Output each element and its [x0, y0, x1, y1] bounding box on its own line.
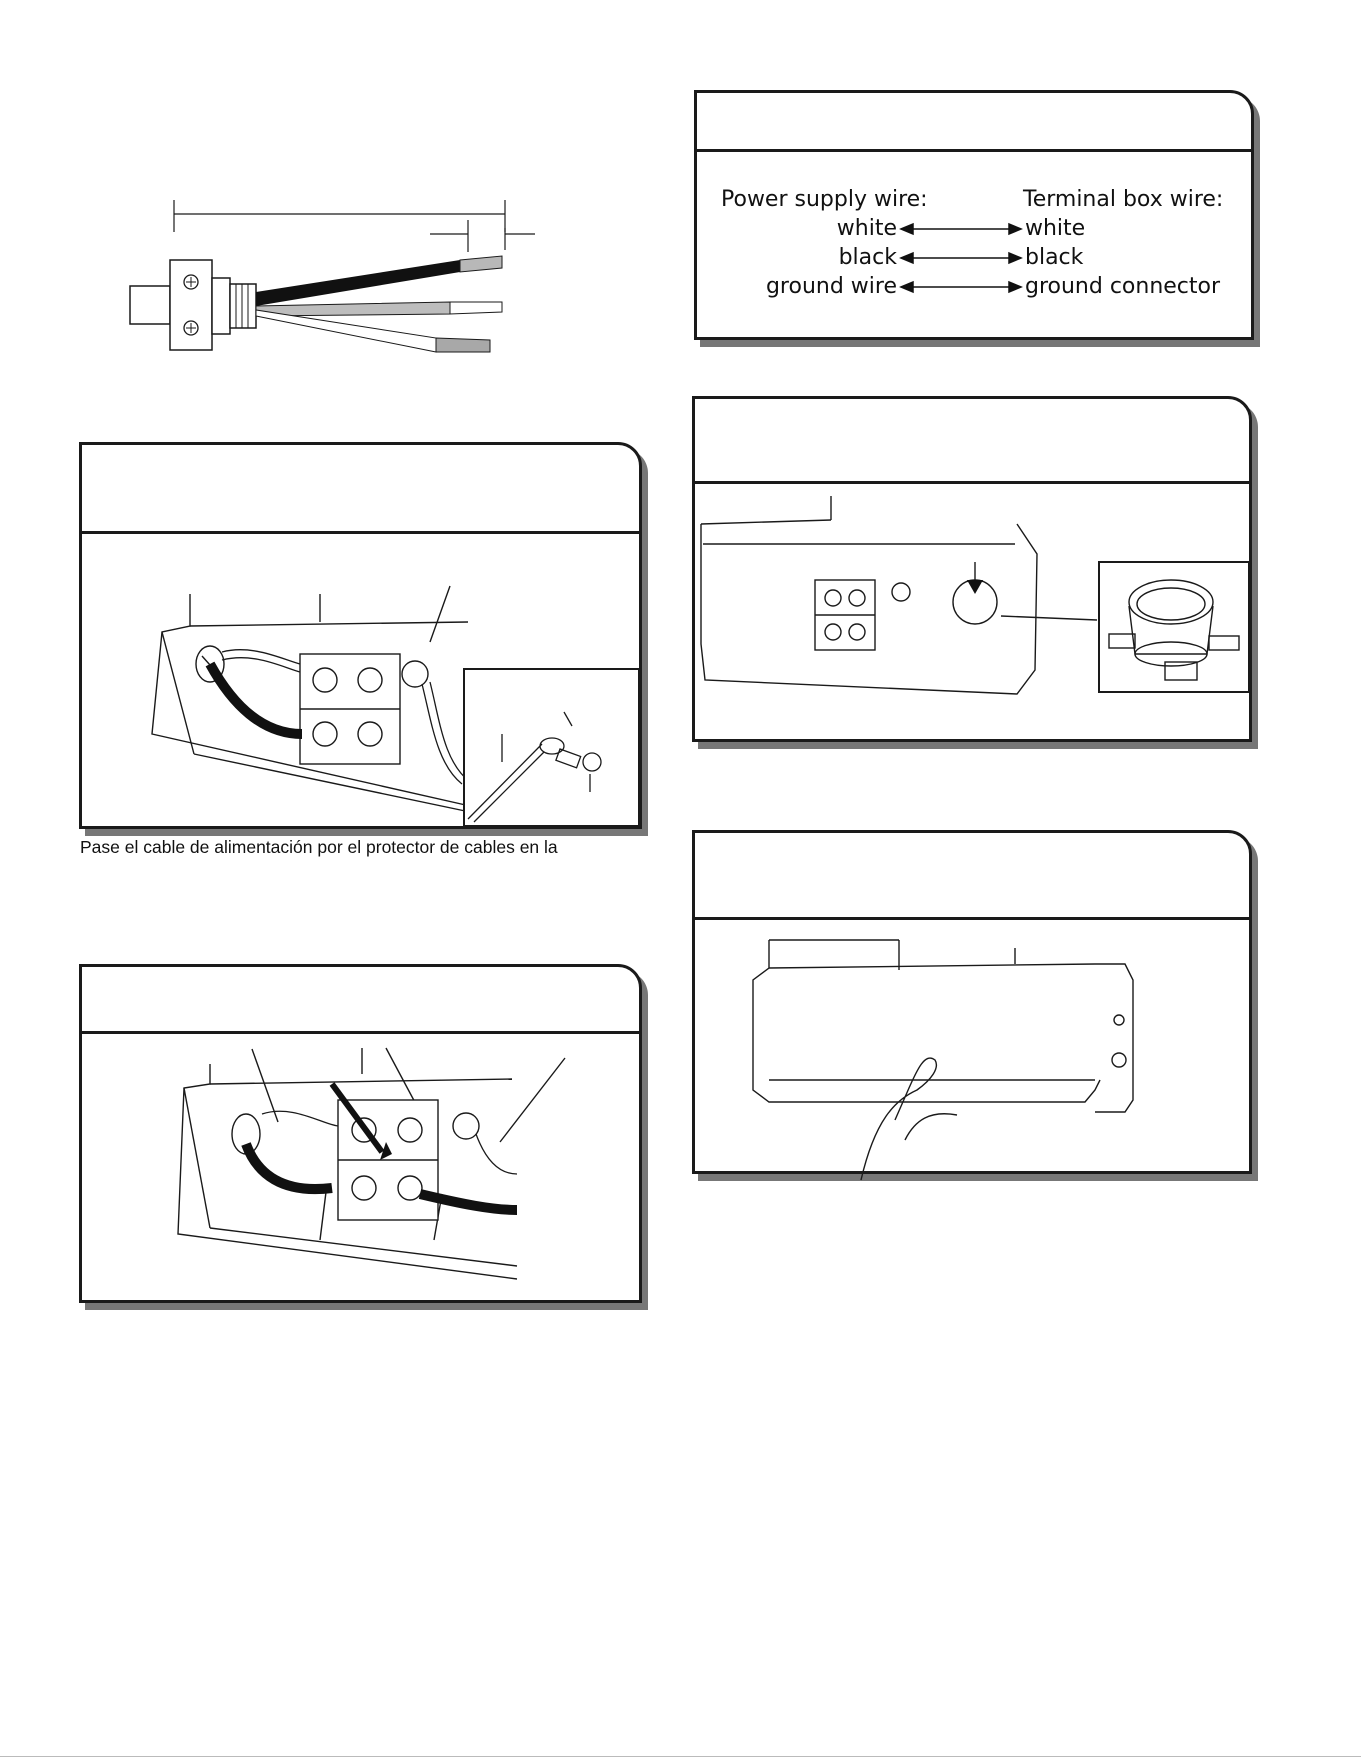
terminal-box-illustration [82, 534, 639, 826]
terminal-box-panel-1 [79, 442, 642, 829]
right-wire-black: black [1025, 245, 1084, 270]
cover-plate-illustration [695, 920, 1249, 1171]
terminal-box-panel-2 [79, 964, 642, 1303]
conduit-illustration [695, 484, 1249, 739]
page-footer-rule [0, 1756, 1361, 1757]
cover-panel [692, 830, 1252, 1174]
left-heading: Power supply wire: [721, 187, 928, 212]
right-wire-ground: ground connector [1025, 274, 1221, 299]
cable-routing-caption: Pase el cable de alimentación por el protector de cables en la [80, 837, 558, 857]
left-wire-black: black [838, 245, 897, 270]
double-arrow-icons [897, 213, 1027, 313]
panel-header [82, 445, 639, 534]
power-cable-illustration [110, 190, 560, 350]
wire-mapping-table [697, 93, 1253, 339]
right-wire-white: white [1025, 216, 1086, 241]
wiring-illustration [82, 1034, 639, 1300]
left-wire-ground: ground wire [765, 274, 897, 299]
wire-connection-panel [694, 90, 1254, 340]
right-heading: Terminal box wire: [1023, 187, 1224, 212]
panel-header [695, 399, 1249, 484]
conduit-panel [692, 396, 1252, 742]
left-wire-white: white [836, 216, 897, 241]
panel-header [82, 967, 639, 1034]
panel-header [695, 833, 1249, 920]
